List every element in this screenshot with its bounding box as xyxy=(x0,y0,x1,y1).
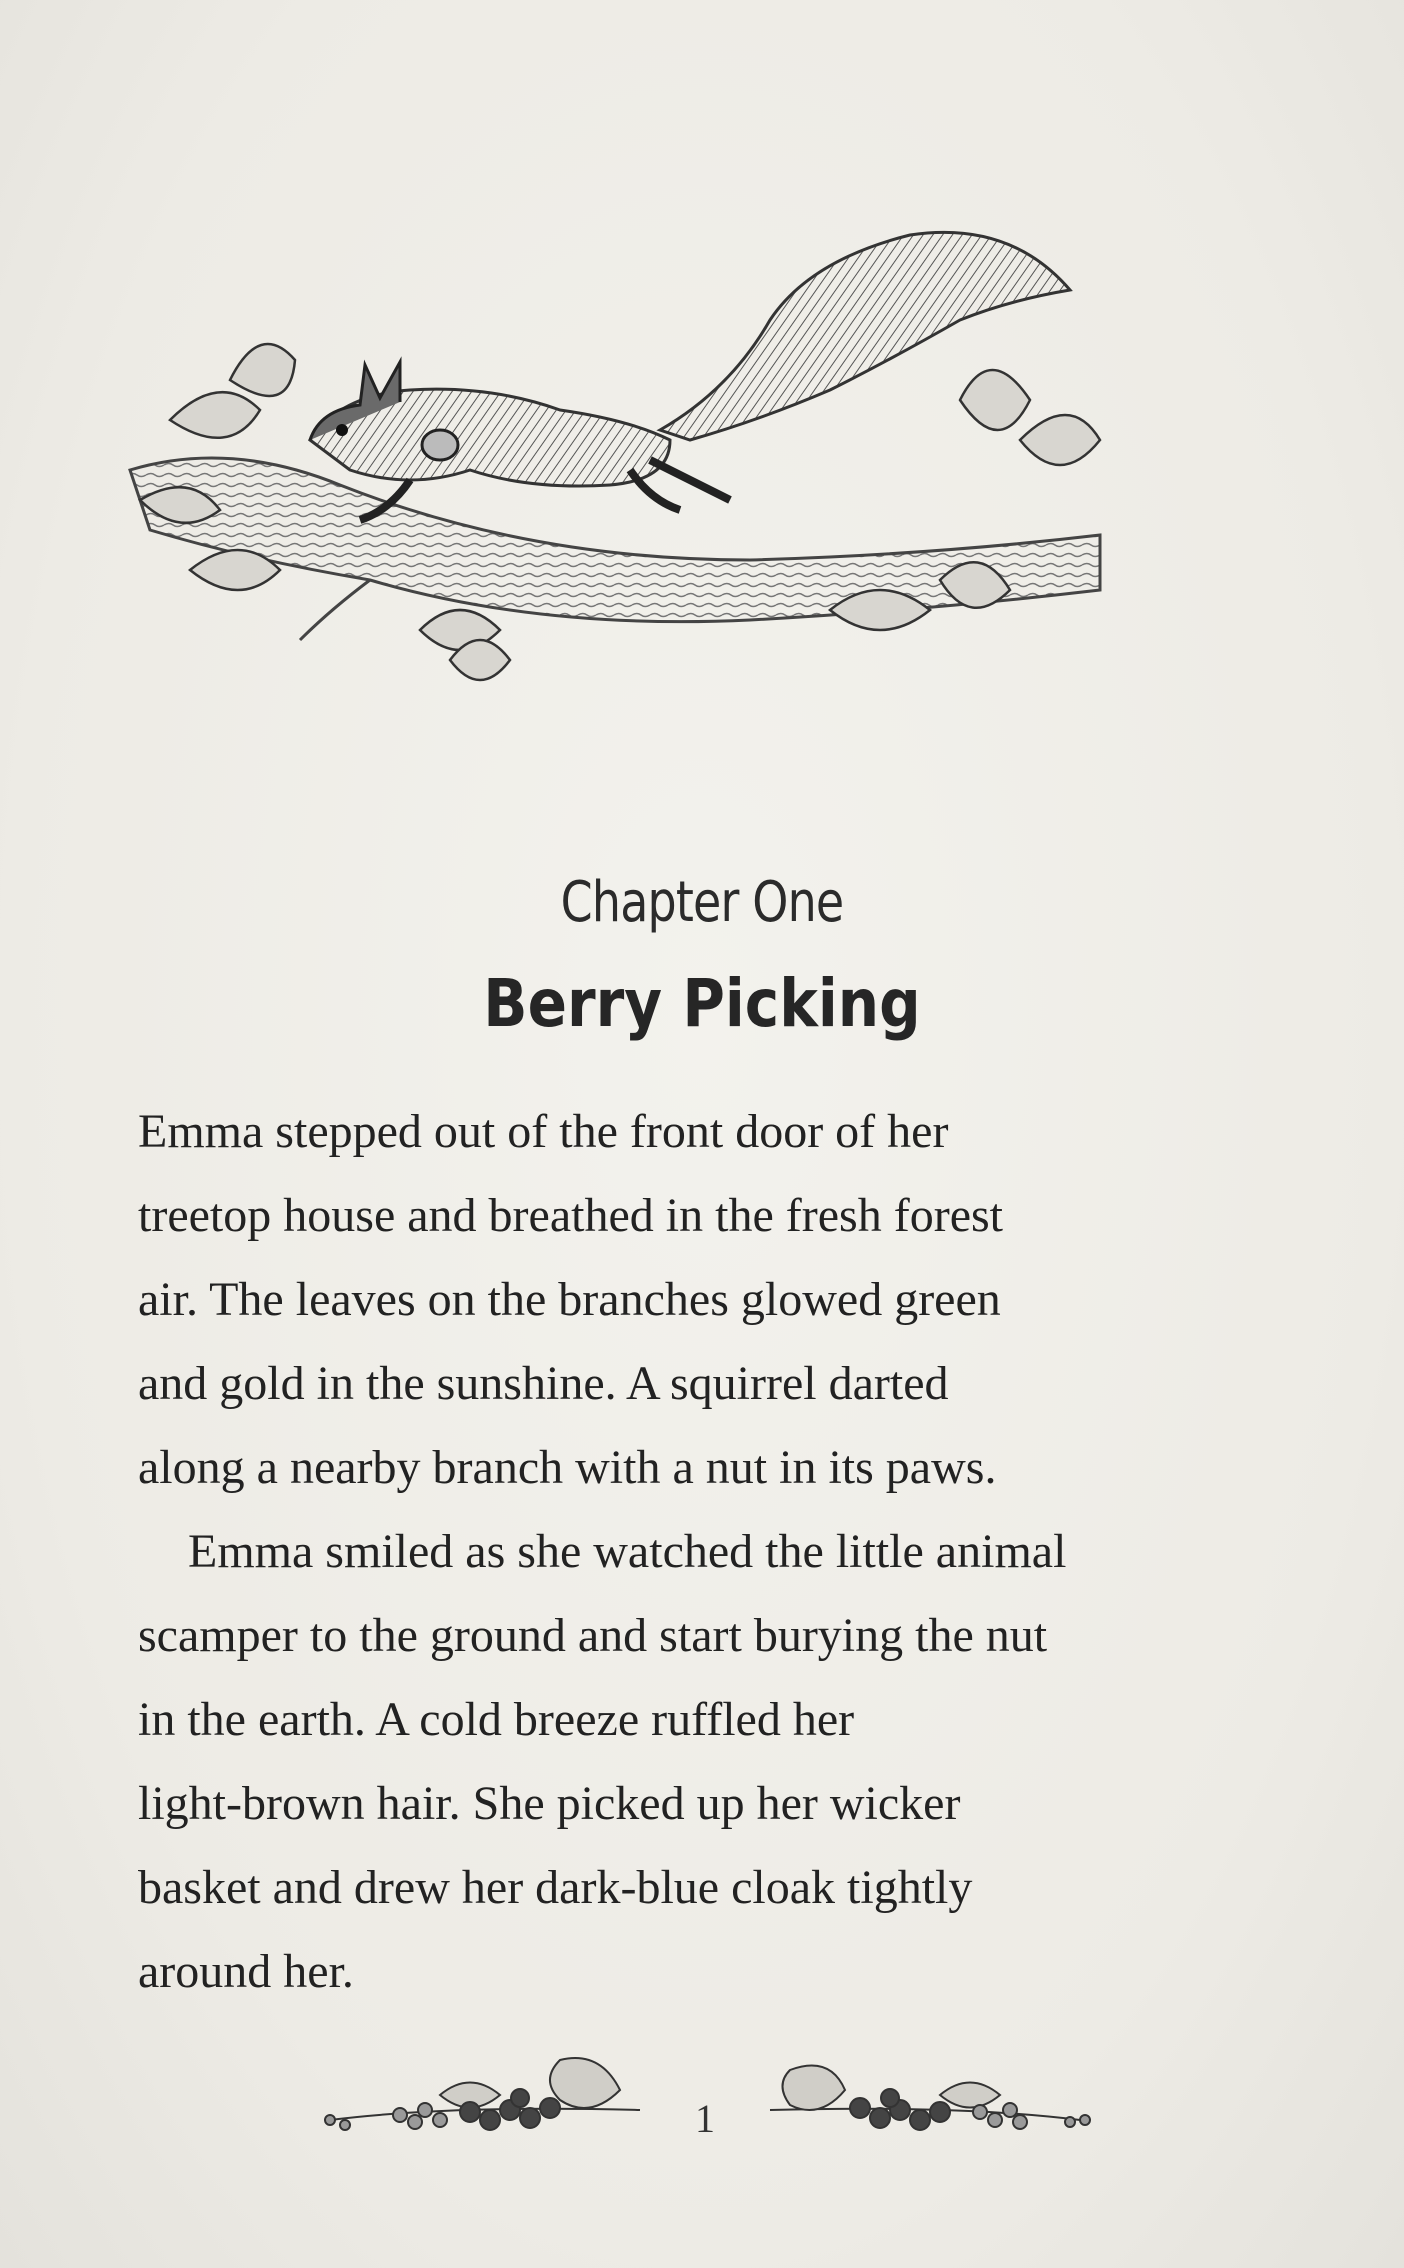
chapter-title: Berry Picking xyxy=(483,965,921,1042)
body-line: Emma stepped out of the front door of her xyxy=(138,1105,949,1158)
squirrel-on-branch-illustration xyxy=(110,140,1360,780)
body-line: in the earth. A cold breeze ruffled her xyxy=(138,1693,855,1746)
body-line: scamper to the ground and start burying the nut xyxy=(138,1609,1048,1662)
body-line: air. The leaves on the branches glowed green xyxy=(138,1273,1001,1326)
body-line: treetop house and breathed in the fresh forest xyxy=(138,1189,1004,1242)
chapter-label: Chapter One xyxy=(560,870,844,935)
body-line: along a nearby branch with a nut in its paws. xyxy=(138,1441,997,1494)
body-line: Emma smiled as she watched the little animal xyxy=(188,1525,1067,1578)
chapter-body-text xyxy=(138,1090,1288,2014)
page-number: 1 xyxy=(695,2096,715,2141)
body-line: and gold in the sunshine. A squirrel darted xyxy=(138,1357,949,1410)
body-line: around her. xyxy=(138,1945,354,1998)
body-line: basket and drew her dark-blue cloak tightly xyxy=(138,1861,973,1914)
body-line: light-brown hair. She picked up her wicker xyxy=(138,1777,961,1830)
